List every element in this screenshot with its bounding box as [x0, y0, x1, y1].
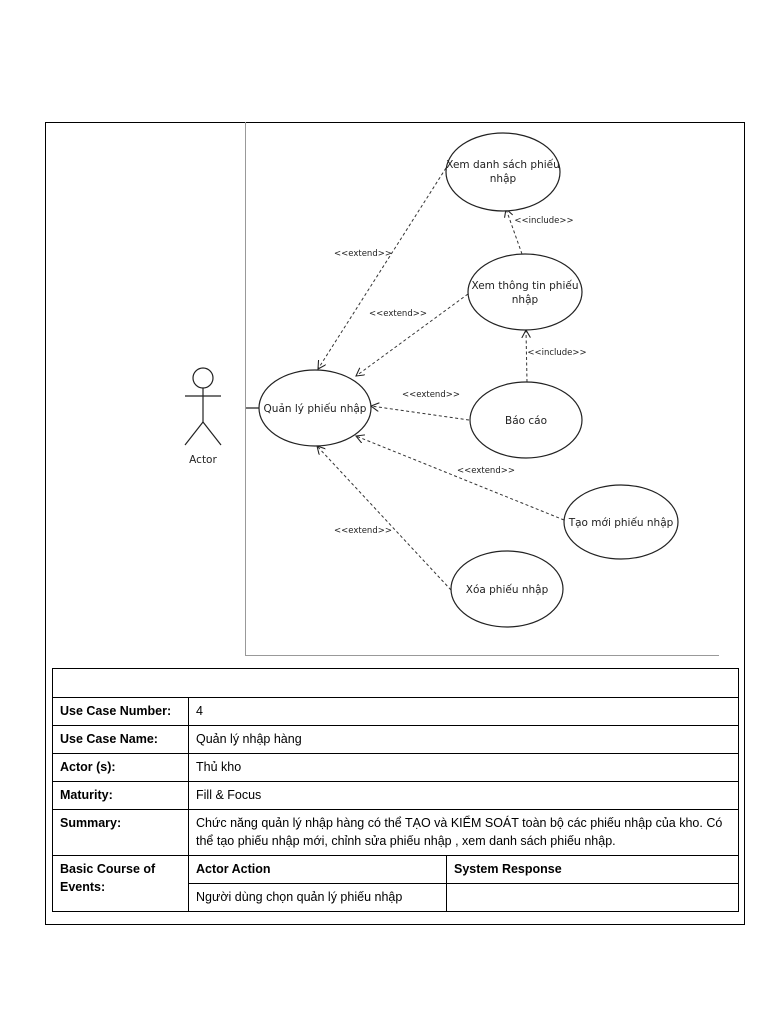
use-case-main-label: Quản lý phiếu nhập [263, 403, 367, 415]
actor-action-cell: Người dùng chọn quản lý phiếu nhập [189, 884, 447, 912]
actor-label: Actor [189, 454, 217, 466]
use-case-list-label-2: nhập [489, 173, 517, 185]
system-response-header: System Response [447, 856, 739, 884]
row-label: Actor (s): [53, 754, 189, 782]
use-case-create-label: Tạo mới phiếu nhập [568, 517, 674, 529]
actor-figure [170, 360, 240, 470]
row-value: Fill & Focus [189, 782, 739, 810]
row-label: Summary: [53, 810, 189, 856]
table-header-blank-row [53, 669, 739, 698]
use-case-report-label: Báo cáo [504, 415, 548, 427]
row-value: Thủ kho [189, 754, 739, 782]
use-case-list [446, 133, 560, 211]
row-label: Use Case Number: [53, 698, 189, 726]
extend-label-report: <<extend>> [402, 390, 460, 400]
extend-line-info [356, 294, 468, 376]
extend-line-delete [317, 446, 451, 590]
use-case-table [52, 668, 739, 912]
include-label-info: <<include>> [527, 348, 587, 358]
row-value: Chức năng quản lý nhập hàng có thể TẠO và KIỂM SOÁT toàn bộ các phiếu nhập của kho. Có thể tạo phiếu nhập mới, chỉnh sửa phiếu nhập , xem danh sách phiếu nhập. [189, 810, 739, 856]
extend-label-create: <<extend>> [457, 466, 515, 476]
extend-label-delete: <<extend>> [334, 526, 392, 536]
diagram-canvas [246, 122, 720, 656]
table-row [53, 856, 739, 884]
use-case-diagram [245, 122, 719, 656]
use-case-delete-label: Xóa phiếu nhập [465, 584, 549, 596]
basic-course-label: Basic Course of Events: [53, 856, 189, 912]
table-row [53, 810, 739, 856]
extend-line-report [371, 406, 469, 420]
row-value: Quản lý nhập hàng [189, 726, 739, 754]
include-label-list: <<include>> [514, 216, 574, 226]
extend-label-info: <<extend>> [369, 309, 427, 319]
actor-action-header: Actor Action [189, 856, 447, 884]
use-case-info-label-2: nhập [511, 294, 539, 306]
table-row [53, 782, 739, 810]
extend-line-list [318, 168, 446, 369]
use-case-info-label-1: Xem thông tin phiếu [471, 280, 579, 292]
use-case-list-label-1: Xem danh sách phiếu [446, 159, 560, 171]
use-case-info [468, 254, 582, 330]
system-response-cell [447, 884, 739, 912]
table-row [53, 698, 739, 726]
table-row [53, 726, 739, 754]
row-label: Use Case Name: [53, 726, 189, 754]
row-value: 4 [189, 698, 739, 726]
table-row [53, 754, 739, 782]
row-label: Maturity: [53, 782, 189, 810]
extend-label-list: <<extend>> [334, 249, 392, 259]
